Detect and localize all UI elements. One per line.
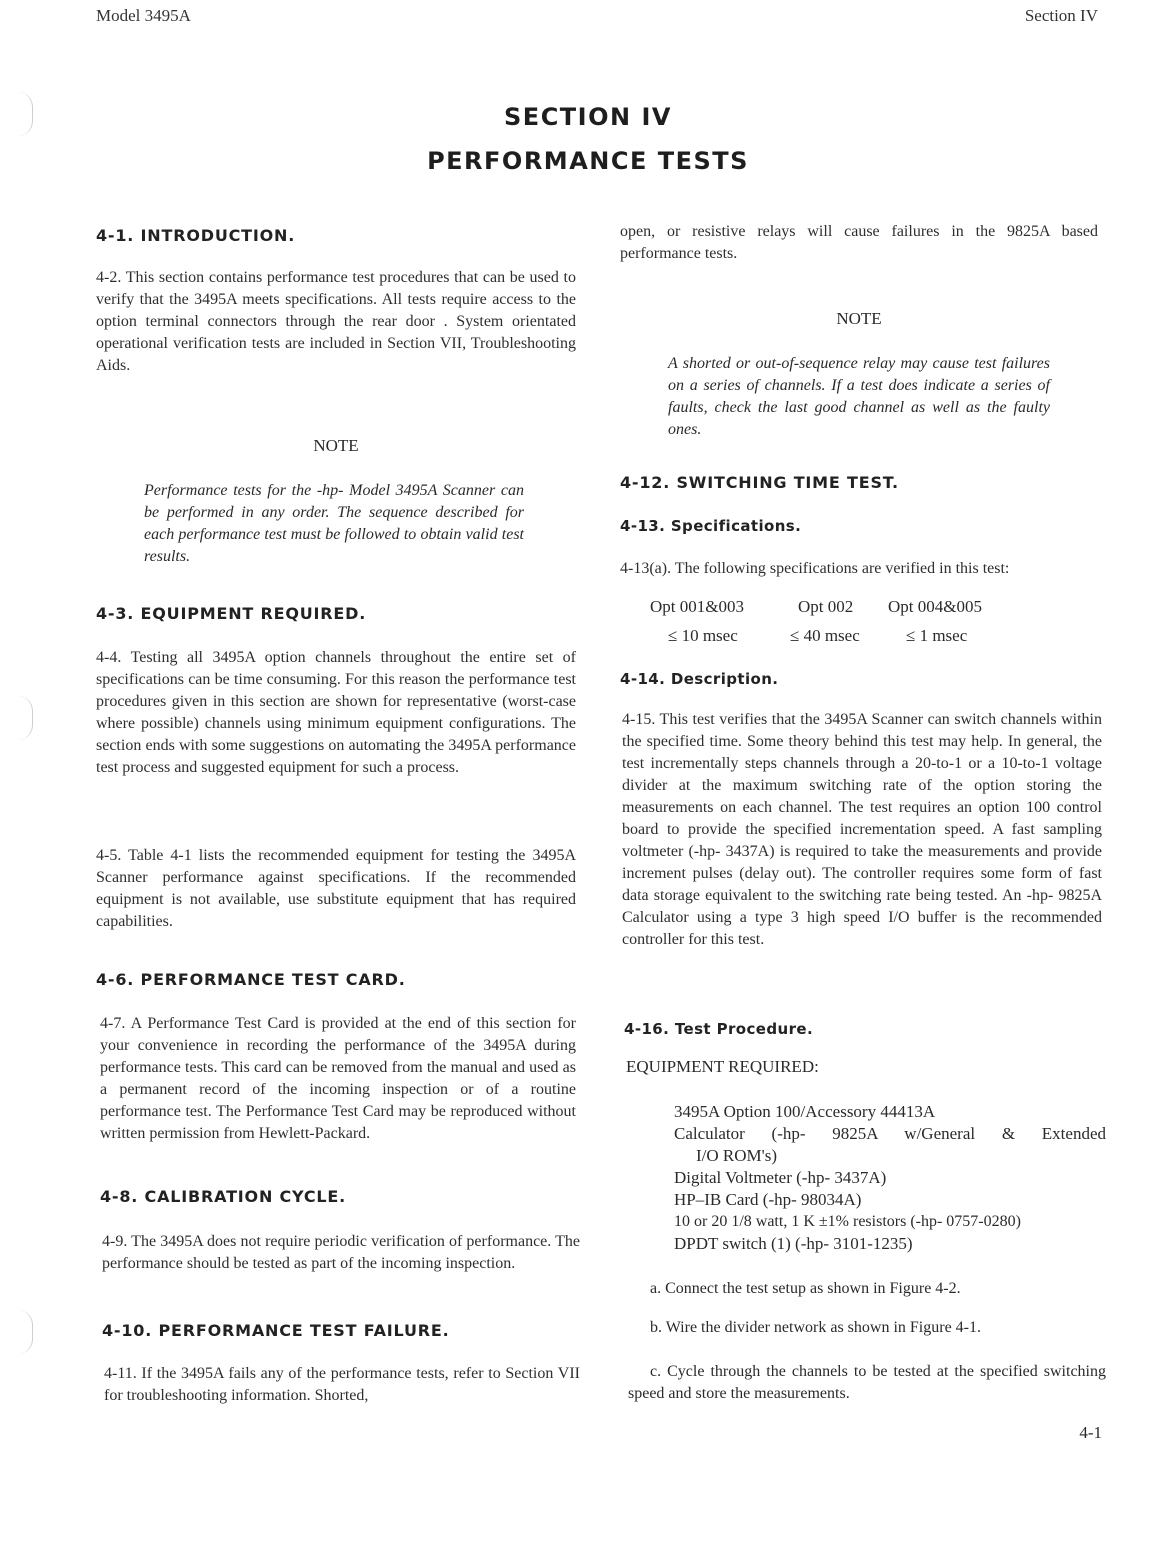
spec-value-opt-001-003: ≤ 10 msec — [668, 626, 738, 645]
paragraph-4-11-continued: open, or resistive relays will cause failures in the 9825A based performance tests. — [620, 223, 1098, 262]
heading-4-8: 4-8. CALIBRATION CYCLE. — [100, 1187, 347, 1206]
equipment-required-label: EQUIPMENT REQUIRED: — [626, 1057, 819, 1076]
heading-4-6: 4-6. PERFORMANCE TEST CARD. — [96, 970, 406, 989]
step-c: c. Cycle through the channels to be tested at the specified switching speed and store the measurements. — [628, 1363, 1106, 1402]
heading-4-10: 4-10. PERFORMANCE TEST FAILURE. — [102, 1321, 450, 1340]
heading-4-16: 4-16. Test Procedure. — [624, 1020, 814, 1038]
page-title: PERFORMANCE TESTS — [427, 147, 749, 175]
note-label: NOTE — [313, 436, 359, 455]
heading-4-12: 4-12. SWITCHING TIME TEST. — [620, 473, 899, 492]
paragraph-4-11: 4-11. If the 3495A fails any of the performance tests, refer to Section VII for troubleshooting information. Shorted, — [104, 1365, 580, 1404]
header-model: Model 3495A — [96, 6, 191, 25]
paragraph-4-5: 4-5. Table 4-1 lists the recommended equipment for testing the 3495A Scanner performance against specifications. If the recommended equipment is not available, use substitute equipment that has required capabilities. — [96, 847, 576, 930]
spec-header-opt-001-003: Opt 001&003 — [650, 597, 744, 616]
heading-4-13: 4-13. Specifications. — [620, 517, 802, 535]
note-text: A shorted or out-of-sequence relay may cause test failures on a series of channels. If a test does indicate a series of faults, check the last good channel as well as the faulty ones. — [668, 355, 1050, 438]
list-item: DPDT switch (1) (-hp- 3101-1235) — [674, 1234, 913, 1253]
page-number: 4-1 — [1079, 1423, 1102, 1442]
section-title: SECTION IV — [504, 103, 672, 131]
binder-hole-mark — [18, 696, 33, 740]
paragraph-4-13a: 4-13(a). The following specifications are verified in this test: — [620, 560, 1010, 577]
paragraph-4-15: 4-15. This test verifies that the 3495A Scanner can switch channels within the specified time. Some theory behind this test may help. In general, the test incrementally steps channels through a 20-to-1 or a 10-to-1 voltage divider at the maximum switching rate of the option storing the measurements on each channel. The test requires an option 100 control board to provide the specified incrementation speed. A fast sampling voltmeter (-hp- 3437A) is required to take the measurements and provide increment pulses (delay out). The controller requires some form of fast data storage equivalent to the switching rate being tested. An -hp- 9825A Calculator using a type 3 high speed I/O buffer is the recommended controller for this test. — [622, 711, 1102, 948]
heading-4-14: 4-14. Description. — [620, 670, 779, 688]
list-item: 10 or 20 1/8 watt, 1 K ±1% resistors (-hp- 0757-0280) — [674, 1213, 1021, 1230]
note-text: Performance tests for the -hp- Model 3495A Scanner can be performed in any order. The sequence described for each performance test must be followed to obtain valid test results. — [144, 482, 524, 565]
list-item: HP–IB Card (-hp- 98034A) — [674, 1190, 862, 1209]
list-item: Digital Voltmeter (-hp- 3437A) — [674, 1168, 887, 1187]
spec-header-opt-004-005: Opt 004&005 — [888, 597, 982, 616]
binder-hole-mark — [18, 1310, 33, 1354]
spec-value-opt-004-005: ≤ 1 msec — [906, 626, 968, 645]
paragraph-4-9: 4-9. The 3495A does not require periodic verification of performance. The performance should be tested as part of the incoming inspection. — [102, 1233, 580, 1272]
paragraph-4-4: 4-4. Testing all 3495A option channels throughout the entire set of specifications can be time consuming. For this reason the performance test procedures given in this section are shown for representative (worst-case where possible) channels using minimum equipment configurations. The section ends with some suggestions on automating the 3495A performance test process and suggested equipment for such a process. — [96, 649, 576, 776]
spec-value-opt-002: ≤ 40 msec — [790, 626, 860, 645]
heading-4-1: 4-1. INTRODUCTION. — [96, 226, 296, 245]
heading-4-3: 4-3. EQUIPMENT REQUIRED. — [96, 604, 367, 623]
paragraph-4-2: 4-2. This section contains performance test procedures that can be used to verify that the 3495A meets specifications. All tests require access to the option terminal connectors through the rear door . System orientated operational verification tests are included in Section VII, Troubleshooting Aids. — [96, 269, 576, 374]
step-a: a. Connect the test setup as shown in Figure 4-2. — [650, 1280, 961, 1297]
list-item: 3495A Option 100/Accessory 44413A — [674, 1102, 936, 1121]
note-label: NOTE — [836, 309, 882, 328]
list-item: Calculator (-hp- 9825A w/General & Extended — [674, 1124, 1106, 1143]
list-item: I/O ROM's) — [696, 1146, 777, 1165]
spec-header-opt-002: Opt 002 — [798, 597, 854, 616]
equipment-list — [674, 1101, 1106, 1255]
paragraph-4-7: 4-7. A Performance Test Card is provided at the end of this section for your convenience in recording the performance of the 3495A during performance tests. This card can be removed from the manual and used as a permanent record of the incoming inspection or of a routine performance test. The Performance Test Card may be reproduced without written permission from Hewlett-Packard. — [100, 1015, 576, 1142]
header-section: Section IV — [1024, 6, 1098, 25]
step-b: b. Wire the divider network as shown in Figure 4-1. — [650, 1319, 981, 1336]
